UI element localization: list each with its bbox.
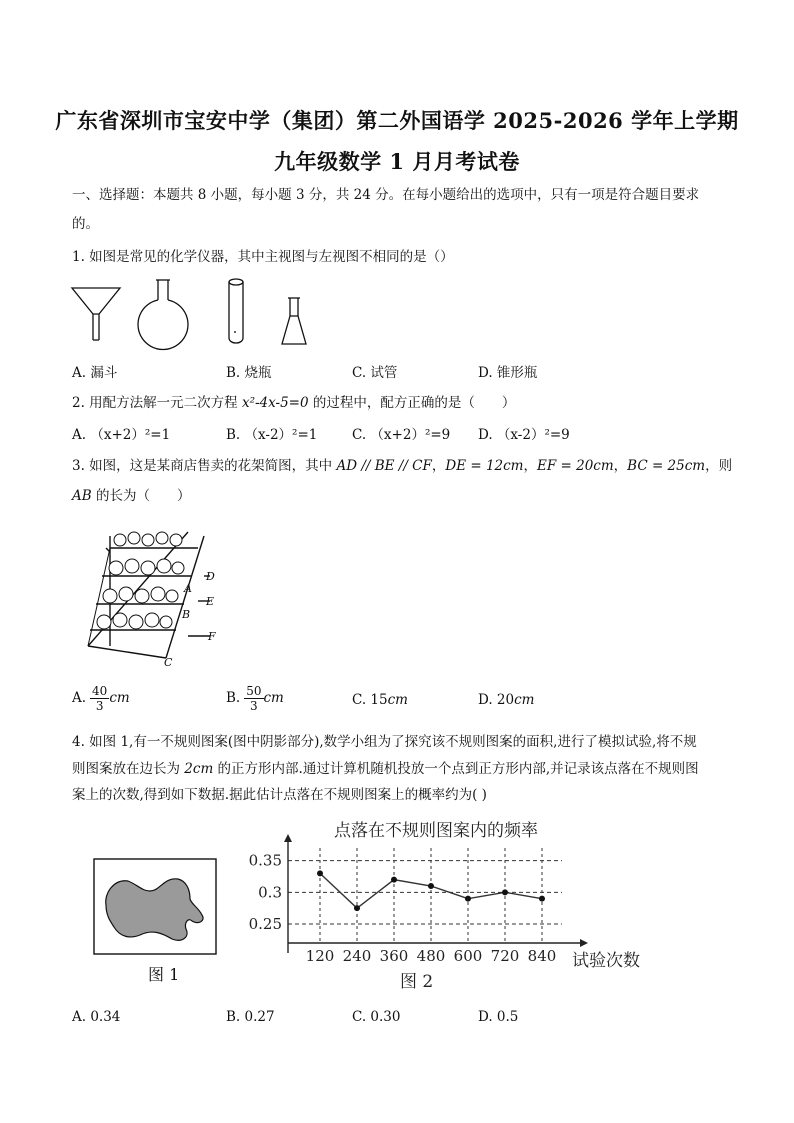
q3-text-end: ，则 [705,458,733,474]
q3-text-line2 [72,487,190,505]
x-tick-label: 480 [416,947,446,965]
data-point [428,883,434,889]
q3-option-a: A. $\frac{40}{3}$ cm [72,684,130,713]
q3-cond4: BC = 25cm [627,458,706,474]
data-point [391,877,397,883]
flower-rack-figure [80,518,230,670]
label-f: F [208,630,216,643]
y-tick-label: 0.3 [258,883,282,902]
data-point [317,870,323,876]
q3-text: 3. 如图，这是某商店售卖的花架简图，其中 AD // BE // CF，DE = 12cm，EF = 20cm，BC = 25cm，则 [72,458,733,474]
q2-text [72,394,515,412]
q3-option-c: C. 15cm [352,692,408,708]
q2-option-d: D. （x-2）²=9 [478,427,570,443]
y-tick-label: 0.35 [248,851,282,870]
figure2-caption: 图 2 [400,972,434,992]
q2-text-pre: 2. 用配方法解一元二次方程 [72,395,242,411]
q2-option-a: A. （x+2）²=1 [72,427,171,443]
q3-text-pre: 3. 如图，这是某商店售卖的花架简图，其中 [72,458,337,474]
chart-title: 点落在不规则图案内的频率 [334,821,538,841]
chart-axes [284,834,588,953]
q3-cond3: EF = 20cm [537,458,614,474]
q4-option-a: A. 0.34 [72,1009,121,1025]
q4-option-d: D. 0.5 [478,1009,519,1025]
q4-figure1 [90,855,220,985]
q4-option-b: B. 0.27 [226,1009,275,1025]
section1-heading: 一、选择题：本题共 8 小题，每小题 3 分，共 24 分。在每小题给出的选项中，只有一项是符合题目要求 [72,187,700,203]
q2-text-post: 的过程中，配方正确的是（ ） [308,395,516,411]
q3-option-a-fraction: $\frac{40}{3}$ [92,684,108,713]
exam-title-line1: 广东省深圳市宝安中学（集团）第二外国语学 2025-2026 学年上学期 [55,108,739,133]
label-c: C [164,656,173,669]
q2-option-c: C. （x+2）²=9 [352,427,451,443]
conical-flask-figure [282,298,306,344]
q4-text-line3: 案上的次数,得到如下数据.据此估计点落在不规则图案上的概率约为( ) [72,787,487,803]
y-tick-label: 0.25 [248,915,282,933]
data-point [465,896,471,902]
x-axis-arrow [580,939,588,947]
q3-option-d: D. 20cm [478,692,535,708]
q1-option-d: D. 锥形瓶 [478,365,538,381]
round-flask-figure [138,280,188,349]
x-tick-label: 120 [305,947,335,965]
y-axis-arrow [284,834,292,842]
q4-frequency-chart [232,812,662,994]
x-tick-label: 600 [453,947,483,965]
chart-x-axis-label: 试验次数 [572,951,640,971]
q3-cond1: AD // BE // CF [336,458,432,474]
q4-text-line1: 4. 如图 1,有一不规则图案(图中阴影部分),数学小组为了探究该不规则图案的面积,进行了模拟试验,将不规 [72,734,697,750]
q3-cond2: DE = 12cm [445,458,524,474]
x-tick-label: 840 [527,947,557,965]
figure1-caption: 图 1 [148,965,180,984]
x-tick-label: 720 [490,947,520,965]
label-d: D [206,570,215,583]
data-point [354,905,360,911]
q3-option-b-fraction: $\frac{50}{3}$ [246,684,262,713]
funnel-figure [72,288,120,340]
label-e: E [206,595,215,608]
q2-equation: x²-4x-5=0 [241,395,309,411]
q1-option-c: C. 试管 [352,365,398,381]
label-b: B [182,608,191,621]
label-a: A [184,582,192,595]
q3-option-b: B. $\frac{50}{3}$ cm [226,684,284,713]
chart-x-tick-labels [306,947,557,965]
q2-option-b: B. （x-2）²=1 [226,427,318,443]
data-point [502,889,508,895]
q1-figures [60,270,360,360]
data-point [539,896,545,902]
x-tick-label: 360 [379,947,409,965]
exam-title-line2: 九年级数学 1 月月考试卷 [274,149,520,174]
q3-line2-var: AB [72,488,92,504]
section1-heading-cont: 的。 [72,216,99,232]
q1-option-b: B. 烧瓶 [226,365,272,381]
q4-text-line2: 则图案放在边长为 2cm 的正方形内部.通过计算机随机投放一个点到正方形内部,并记录该点落在不规则图 [72,761,699,777]
chart-y-tick-labels [249,852,282,933]
test-tube-figure [229,279,243,343]
q4-option-c: C. 0.30 [352,1009,401,1025]
irregular-shape [106,879,203,940]
q3-line2-text: 的长为（ ） [91,488,191,504]
q1-text: 1. 如图是常见的化学仪器，其中主视图与左视图不相同的是（） [72,249,454,265]
q1-option-a: A. 漏斗 [72,365,118,381]
x-tick-label: 240 [342,947,372,965]
